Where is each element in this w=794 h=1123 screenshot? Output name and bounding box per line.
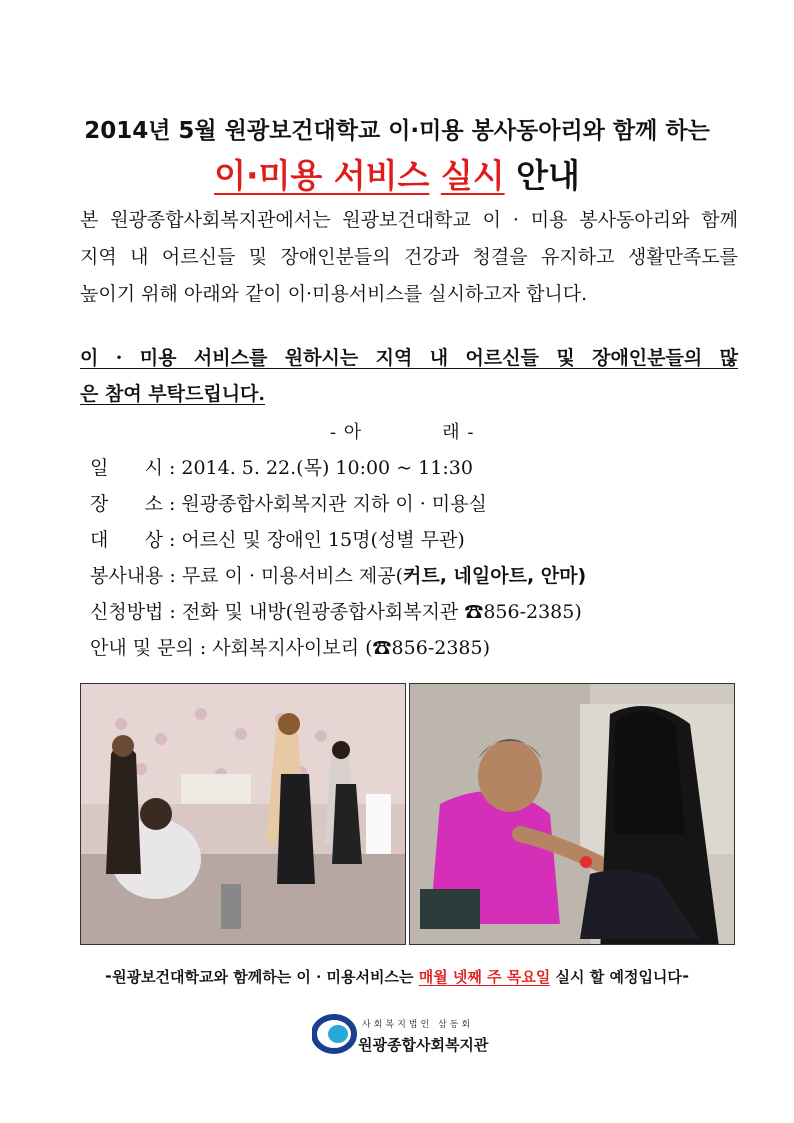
title-highlight-implement: 실시: [440, 156, 505, 195]
logo-subtitle: 사회복지법인 삼동회: [362, 1020, 474, 1030]
detail-value: 2014. 5. 22.(목) 10:00 ~ 11:30: [181, 457, 473, 479]
detail-row-place: [90, 486, 586, 522]
detail-value: 사회복지사이보리 (☎856-2385): [212, 637, 491, 659]
detail-sep: :: [168, 529, 176, 551]
detail-label: 신청방법: [90, 601, 164, 623]
footer-schedule: 매월 넷째 주 목요일: [418, 968, 551, 986]
ara-right: 래 -: [442, 422, 475, 443]
notice-line: 이 · 미용 서비스를 원하시는 지역 내 어르신들 및 장애인분들의 많: [80, 347, 738, 369]
detail-value: 원광종합사회복지관 지하 이 · 미용실: [181, 493, 487, 515]
ara-left: - 아: [330, 422, 363, 443]
detail-sep: :: [199, 637, 207, 659]
footer-prefix: ⁃원광보건대학교와 함께하는 이 · 미용서비스는: [104, 968, 419, 986]
section-heading-ara: [330, 418, 474, 444]
intro-line: 지역 내 어르신들 및 장애인분들의 건강과 청결을 유지하고 생활만족도를: [80, 246, 738, 268]
detail-sep: :: [169, 601, 176, 623]
detail-sep: :: [168, 457, 176, 479]
title-line-1: 2014년 5월 원광보건대학교 이·미용 봉사동아리와 함께 하는: [84, 118, 710, 144]
intro-line: 본 원광종합사회복지관에서는 원광보건대학교 이 · 미용 봉사동아리와 함께: [80, 209, 738, 231]
detail-label: 봉사내용: [90, 565, 164, 587]
intro-line: 높이기 위해 아래와 같이 이·미용서비스를 실시하고자 합니다.: [80, 283, 588, 305]
detail-row-datetime: [90, 450, 586, 486]
detail-value: 전화 및 내방(원광종합사회복지관 ☎856-2385): [181, 601, 582, 623]
details-list: [90, 450, 586, 666]
detail-value: 어르신 및 장애인 15명(성별 무관): [181, 529, 465, 551]
detail-row-contact: [90, 630, 586, 666]
detail-label: 장 소: [90, 493, 163, 515]
notice-line: 은 참여 부탁드립니다.: [80, 383, 266, 405]
footer-suffix: 실시 할 예정입니다⁃: [550, 968, 690, 986]
participation-notice: [80, 340, 738, 412]
detail-label: 일 시: [90, 457, 163, 479]
detail-label: 대 상: [90, 529, 163, 551]
detail-value: 무료 이 · 미용서비스 제공(: [181, 565, 403, 587]
logo-name: 원광종합사회복지관: [358, 1036, 489, 1054]
detail-value-bold: 커트, 네일아트, 안마): [402, 565, 587, 587]
intro-paragraph: [80, 202, 738, 313]
title-highlight-service: 이·미용 서비스: [214, 156, 430, 195]
detail-sep: :: [169, 565, 176, 587]
title-suffix: 안내: [516, 156, 580, 195]
footer-notice: [0, 966, 794, 987]
detail-label: 안내 및 문의: [90, 637, 194, 659]
photo-gallery: [80, 683, 735, 945]
welfare-center-logo: [312, 1012, 532, 1056]
detail-sep: :: [168, 493, 176, 515]
detail-row-target: [90, 522, 586, 558]
photo-nail-art: [409, 683, 735, 945]
photo-haircut: [80, 683, 406, 945]
detail-row-content: [90, 558, 586, 594]
title-line-2: [0, 150, 794, 197]
detail-row-apply: [90, 594, 586, 630]
logo-emblem-icon: [312, 1012, 358, 1056]
